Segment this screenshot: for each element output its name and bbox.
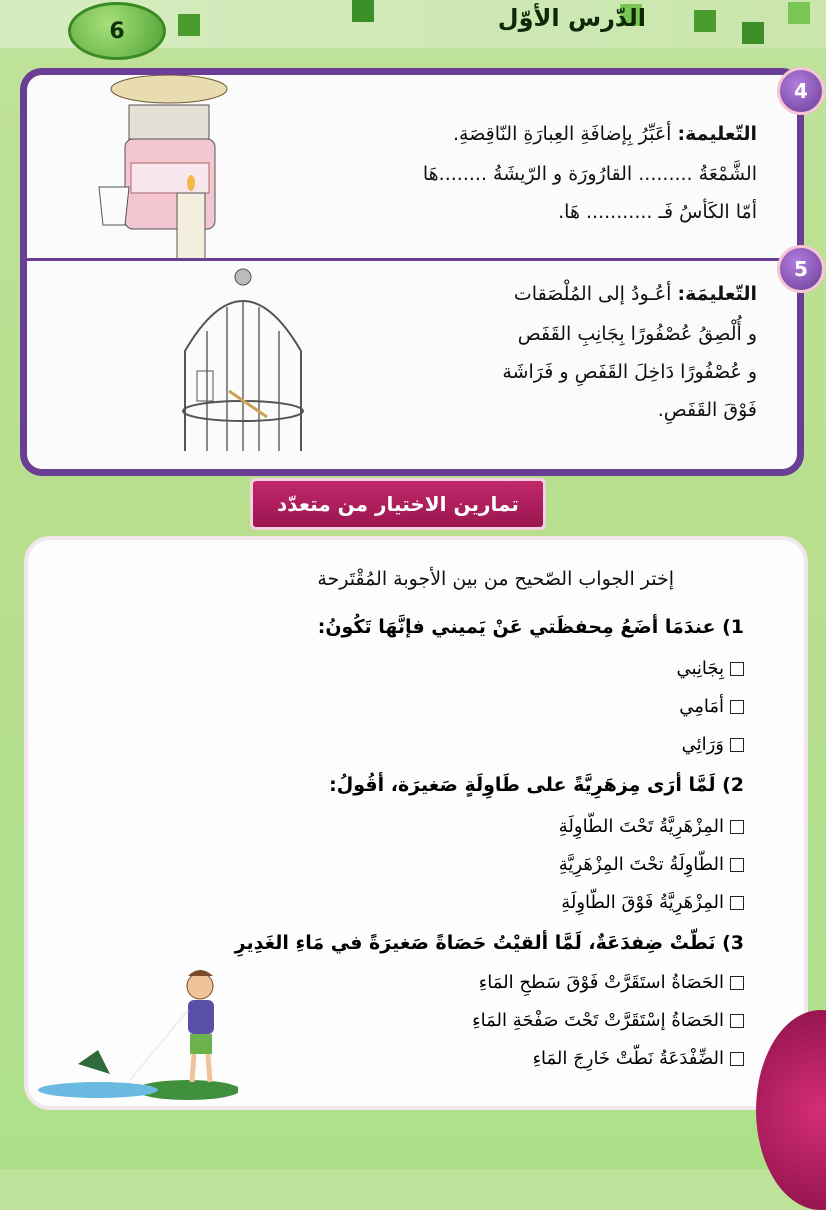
option-label: الحَصَاةُ استَقَرَّتْ فَوْقَ سَطحِ المَاءِ xyxy=(478,972,724,993)
instruction-text: أعُـودُ إلى المُلْصَقات xyxy=(513,283,672,305)
question-1: 1) عندَمَا أضَعُ مِحفظَتي عَنْ يَميني فإنَّهَا تَكُونُ: xyxy=(317,616,744,638)
exercise-5-line-1 xyxy=(514,283,757,305)
question-2-option-1[interactable] xyxy=(559,816,744,837)
bottle-candle-glass-illustration xyxy=(89,75,279,265)
question-1-option-3[interactable] xyxy=(682,734,744,755)
question-3: 3) نَطّتْ ضِفدَعَةٌ، لَمَّا ألقيْتُ حَصَاةً صَغيرَةً في مَاءِ الغَدِيرِ xyxy=(234,932,744,954)
option-label: بِجَانِبي xyxy=(676,658,724,679)
decor-square xyxy=(788,2,810,24)
exercise-5-line-3: و عُصْفُورًا دَاخِلَ القَفَصِ و فَرَاشَة xyxy=(502,361,757,383)
section-banner: تمارين الاختيار من متعدّد xyxy=(250,478,546,530)
instruction-text: أعَبِّرُ بِإضافَةِ العِبارَةِ النّاقِصَةِ. xyxy=(452,123,672,145)
option-label: الضِّفْدَعَةُ نَطّتْ خَارِجَ المَاءِ xyxy=(532,1048,724,1069)
checkbox[interactable] xyxy=(730,1052,744,1066)
exercise-5-line-4: فَوْقَ القَفَصِ. xyxy=(657,399,757,421)
decor-square xyxy=(352,0,374,22)
lesson-title: الدّرس الأوّل xyxy=(497,4,646,32)
mcq-intro: إختر الجواب الصّحيح من بين الأجوبة المُقْتَرحة xyxy=(317,568,674,590)
exercise-number-badge: 4 xyxy=(777,67,825,115)
option-label: المِزْهَرِيَّةُ تَحْتَ الطّاوِلَةِ xyxy=(558,816,724,837)
option-label: المِزْهَرِيَّةُ فَوْقَ الطّاوِلَةِ xyxy=(561,892,724,913)
checkbox[interactable] xyxy=(730,820,744,834)
exercise-number-badge: 5 xyxy=(777,245,825,293)
boy-frog-pond-illustration xyxy=(38,964,238,1100)
question-3-option-3[interactable] xyxy=(533,1048,744,1069)
question-2-option-2[interactable] xyxy=(559,854,744,875)
question-1-option-1[interactable] xyxy=(676,658,744,679)
checkbox[interactable] xyxy=(730,738,744,752)
exercise-4-line-1: الشَّمْعَةُ ......... القارُورَة و الرّيشَةُ ........هَا xyxy=(422,163,757,185)
question-2: 2) لَمَّا أرَى مِزهَرِيَّةً على طَاوِلَةٍ صَغيرَة، أقُولُ: xyxy=(329,774,744,796)
exercise-5-line-2: و أُلْصِقُ عُصْفُورًا بِجَانِبِ القَفَص xyxy=(517,323,757,345)
mcq-card xyxy=(24,536,808,1110)
question-2-option-3[interactable] xyxy=(561,892,744,913)
checkbox[interactable] xyxy=(730,700,744,714)
exercise-4-line-2: أمّا الكَأسُ فَـ ........... هَا. xyxy=(558,201,757,223)
exercise-4-card xyxy=(20,68,808,265)
instruction-label: التّعليمة: xyxy=(677,123,757,145)
decor-square xyxy=(178,14,200,36)
option-label: وَرَائِي xyxy=(681,734,724,755)
checkbox[interactable] xyxy=(730,896,744,910)
option-label: الطّاوِلَةُ تحْتَ المِزْهَرِيَّةِ xyxy=(558,854,724,875)
checkbox[interactable] xyxy=(730,976,744,990)
checkbox[interactable] xyxy=(730,662,744,676)
decor-square xyxy=(742,22,764,44)
option-label: أمَامِي xyxy=(679,696,724,717)
exercise-5-card xyxy=(20,257,808,476)
instruction-label: التّعليمَة: xyxy=(677,283,757,305)
option-label: الحَصَاةُ إسْتَقَرَّتْ تَحْتَ صَفْحَةِ المَاءِ xyxy=(472,1010,724,1031)
bird-cage-illustration xyxy=(167,261,317,461)
page-number: 6 xyxy=(68,2,166,60)
question-1-option-2[interactable] xyxy=(679,696,744,717)
question-3-option-1[interactable] xyxy=(479,972,744,993)
checkbox[interactable] xyxy=(730,1014,744,1028)
decor-square xyxy=(694,10,716,32)
question-3-option-2[interactable] xyxy=(472,1010,744,1031)
exercise-4-instruction xyxy=(453,123,757,145)
checkbox[interactable] xyxy=(730,858,744,872)
